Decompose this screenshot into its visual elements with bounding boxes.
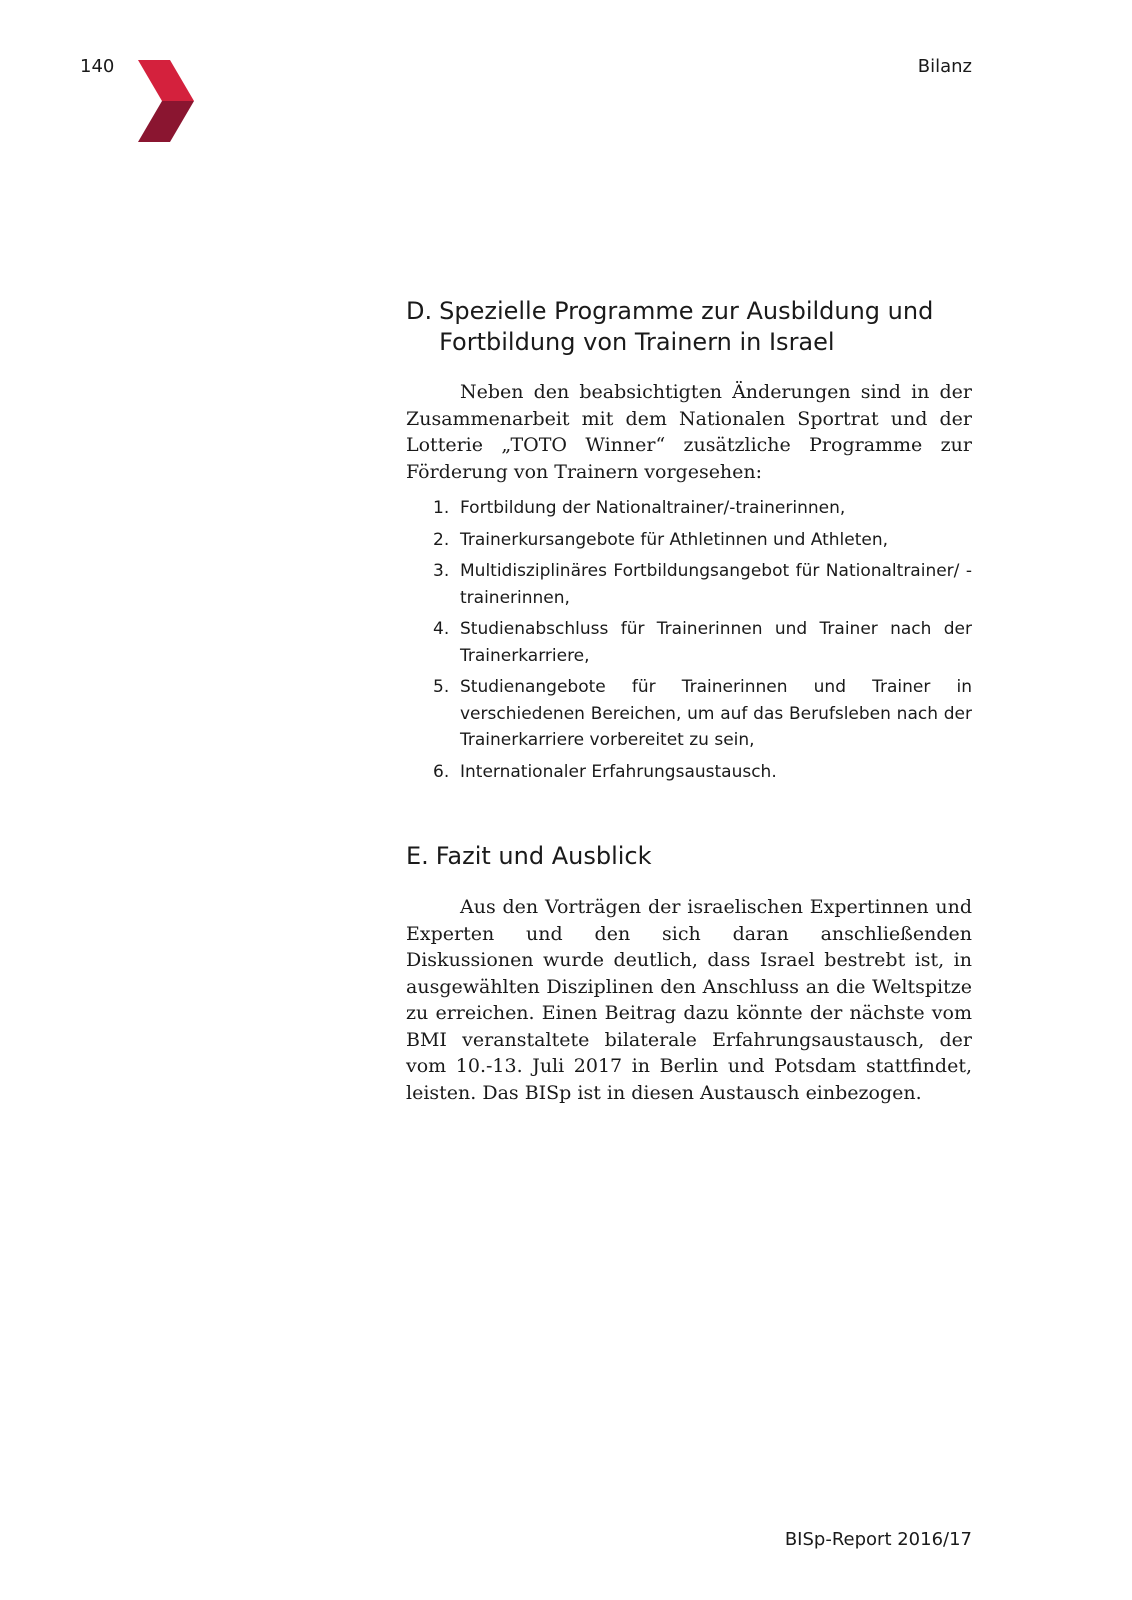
logo-chevron-top: [138, 60, 194, 101]
list-item: [406, 616, 972, 669]
list-item-text: Fortbildung der Nationaltrainer/-trainerinnen,: [460, 498, 846, 518]
program-list: [406, 495, 972, 785]
section-e-heading-text: Fazit und Ausblick: [435, 842, 652, 870]
main-column: [406, 296, 972, 1106]
list-item-text: Internationaler Erfahrungsaustausch.: [460, 761, 777, 782]
list-item: [406, 495, 972, 522]
section-e-heading: [406, 841, 972, 872]
list-item-text: Trainerkursangebote für Athletinnen und Athleten,: [460, 529, 889, 550]
list-item-text: Studienabschluss für Trainerinnen und Trainer nach der Trainerkarriere,: [460, 619, 972, 666]
list-item: [406, 759, 972, 786]
list-item-text: Multidisziplinäres Fortbildungsangebot für Nationaltrainer/ -trainerinnen,: [460, 561, 972, 608]
section-d-heading-text: Spezielle Programme zur Ausbildung und Fortbildung von Trainern in Israel: [439, 297, 934, 356]
list-item-number: 4.: [433, 619, 450, 639]
page-number: 140: [80, 56, 115, 77]
list-item-number: 2.: [433, 529, 450, 550]
logo-chevron-bottom: [138, 101, 194, 142]
footer-report-title: BISp-Report 2016/17: [784, 1529, 972, 1550]
logo-chevron-icon: [138, 60, 194, 142]
list-item: [406, 527, 972, 554]
list-item-number: 6.: [433, 761, 450, 782]
list-item-text: Studienangebote für Trainerinnen und Trainer in verschiedenen Bereichen, um auf das Berufsleben nach der Trainerkarriere vorbereitet zu sein,: [460, 677, 972, 750]
section-e-letter: E.: [406, 842, 429, 870]
section-header: Bilanz: [917, 56, 972, 77]
list-item-number: 3.: [433, 561, 450, 581]
section-e-body: Aus den Vorträgen der israelischen Expertinnen und Experten und den sich daran anschließenden Diskussionen wurde deutlich, dass Israel bestrebt ist, in ausgewählten Disziplinen den Anschluss an die Weltspitze zu erreichen. Einen Beitrag dazu könnte der nächste vom BMI veranstaltete bilaterale Erfahrungsaustausch, der vom 10.-13. Juli 2017 in Berlin und Potsdam stattfindet, leisten. Das BISp ist in diesen Austausch einbezogen.: [406, 896, 972, 1104]
list-item: [406, 558, 972, 611]
section-d-heading: [406, 296, 972, 358]
section-d-letter: D.: [406, 297, 433, 325]
list-item-number: 1.: [433, 498, 450, 518]
list-item: [406, 674, 972, 754]
list-item-number: 5.: [433, 677, 450, 697]
section-d-intro: Neben den beabsichtigten Änderungen sind in der Zusammenarbeit mit dem Nationalen Sportrat und der Lotterie „TOTO Winner“ zusätzliche Programme zur Förderung von Trainern vorgesehen:: [406, 381, 972, 483]
